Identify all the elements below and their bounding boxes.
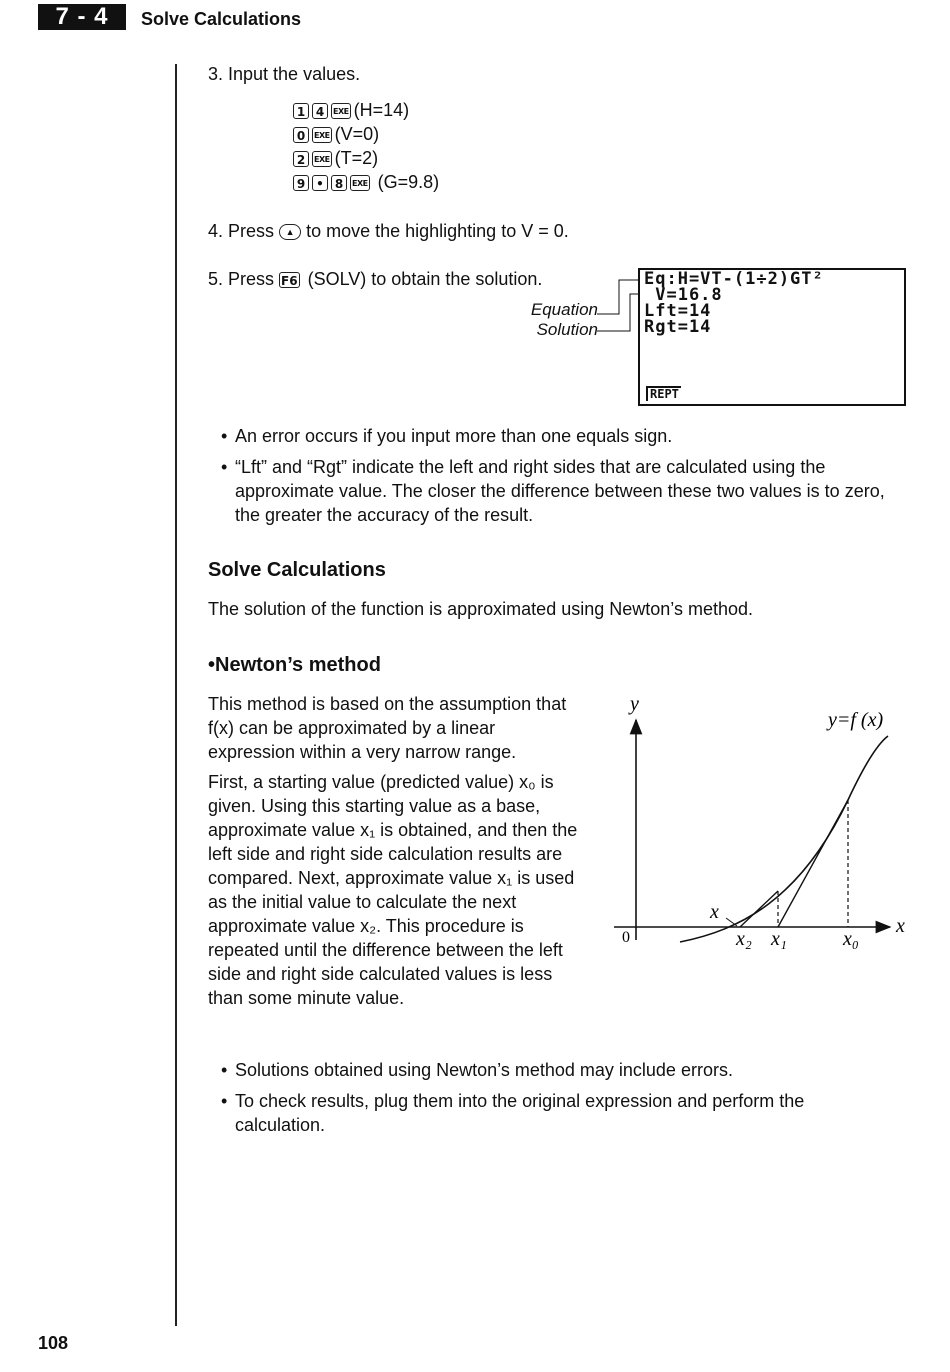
x-axis-label: x	[896, 915, 905, 937]
key-note: (T=2)	[334, 148, 379, 168]
key-line-3	[293, 146, 439, 170]
cursor-up-key-icon: ▲	[279, 224, 301, 240]
newton-para-2: First, a starting value (predicted value) x₀ is given. Using this starting value as a base, approximate value x₁ is obtained, and then the left side and right side calculation results are compared. Next, approximate value x₁ is used as the initial value to calculate the next approximate value x₂. This procedure is repeated until the difference between the left side and right side calculated values is less than some minute value.	[208, 772, 578, 1008]
calculator-screen	[638, 268, 906, 406]
key-4: 4	[312, 103, 328, 119]
x1-label: x₁	[771, 928, 787, 950]
curve-label: y=f (x)	[828, 709, 884, 731]
bullet-item: • An error occurs if you input more than one equals sign.	[221, 426, 673, 446]
key-0: 0	[293, 127, 309, 143]
key-line-1	[293, 98, 439, 122]
tangent-at-x1	[740, 891, 778, 927]
key-note: (H=14)	[353, 100, 410, 120]
key-exe: EXE	[331, 103, 351, 119]
step5-pre: 5. Press	[208, 269, 275, 289]
key-exe: EXE	[350, 175, 370, 191]
section-number-badge: 7 - 4	[38, 4, 126, 30]
screen-lft-line: Lft=14	[644, 301, 712, 321]
step5	[208, 267, 542, 291]
section-heading-newton: •Newton’s method	[208, 654, 381, 676]
screen-menu-rept: REPT	[646, 386, 681, 401]
callout-solution: Solution	[536, 320, 598, 339]
bullet-text: An error occurs if you input more than one equals sign.	[235, 426, 673, 446]
step4-post: to move the highlighting to V = 0.	[306, 221, 569, 241]
margin-rule	[175, 64, 177, 1326]
bullet-item: • To check results, plug them into the original expression and perform the calculation.	[221, 1091, 805, 1135]
step4	[208, 219, 569, 243]
key-note: (V=0)	[334, 124, 380, 144]
key-note: (G=9.8)	[372, 172, 440, 192]
key-f6: F6	[281, 274, 298, 289]
key-line-2	[293, 122, 439, 146]
newton-method-graph	[600, 690, 920, 980]
step5-post: (SOLV) to obtain the solution.	[307, 269, 543, 289]
step3-text: 3. Input the values.	[208, 64, 361, 84]
key-1: 1	[293, 103, 309, 119]
origin-label: 0	[622, 929, 630, 946]
step4-pre: 4. Press	[208, 221, 275, 241]
screen-equation-line: Eq:H=VT-(1÷2)GT²	[644, 269, 824, 289]
key-dot: •	[312, 175, 328, 191]
root-label: x	[710, 901, 719, 923]
header-title: Solve Calculations	[141, 9, 302, 29]
callout-equation: Equation	[530, 300, 598, 319]
tangent-at-x0	[778, 800, 848, 927]
key-8: 8	[331, 175, 347, 191]
bullet-item: • “Lft” and “Rgt” indicate the left and right sides that are calculated using the approximate value. The closer the difference between these two values is to zero, the greater the accuracy of the result.	[221, 457, 885, 525]
newton-para-1: This method is based on the assumption that f(x) can be approximated by a linear expression within a very narrow range.	[208, 694, 567, 762]
bullet-item: • Solutions obtained using Newton’s method may include errors.	[221, 1060, 733, 1080]
bullet-text: “Lft” and “Rgt” indicate the left and right sides that are calculated using the approximate value. The closer the difference between these two values is to zero, the greater the accuracy of the result.	[235, 457, 885, 525]
screen-rgt-line: Rgt=14	[644, 317, 712, 337]
key-2: 2	[293, 151, 309, 167]
bullet-text: Solutions obtained using Newton’s method may include errors.	[235, 1060, 733, 1080]
y-axis-label: y	[630, 693, 639, 715]
x2-label: x₂	[736, 928, 752, 950]
key-line-4	[293, 170, 439, 194]
callout-leaders	[597, 276, 642, 336]
section-heading-solve: Solve Calculations	[208, 559, 386, 581]
x0-label: x₀	[843, 928, 859, 950]
bullet-text: To check results, plug them into the original expression and perform the calculation.	[235, 1091, 805, 1135]
page-number: 108	[38, 1333, 69, 1353]
root-pointer	[726, 918, 737, 926]
key-exe: EXE	[312, 151, 332, 167]
key-9: 9	[293, 175, 309, 191]
screen-solution-line: V=16.8	[644, 285, 723, 305]
key-exe: EXE	[312, 127, 332, 143]
solve-description: The solution of the function is approximated using Newton’s method.	[208, 599, 753, 619]
key-sequence	[293, 98, 439, 194]
